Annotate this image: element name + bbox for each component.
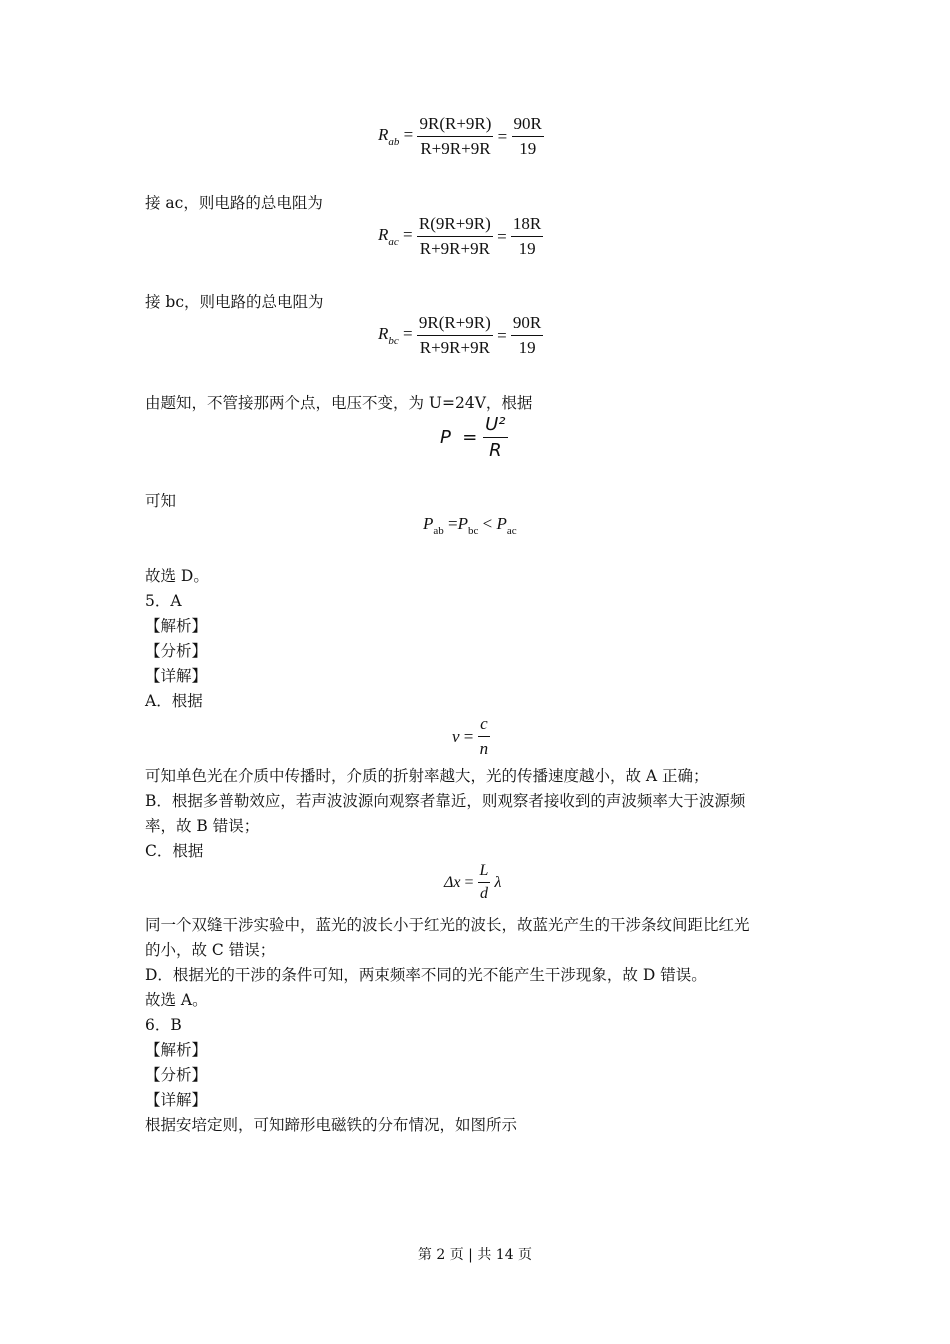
formula-speed: v = $\frac{c}{n}$ bbox=[452, 714, 489, 758]
text-line: 可知单色光在介质中传播时，介质的折射率越大，光的传播速度越小，故 A 正确； bbox=[145, 767, 709, 785]
text-line: B．根据多普勒效应，若声波波源向观察者靠近，则观察者接收到的声波频率大于波源频 bbox=[145, 792, 746, 810]
text-line: C．根据 bbox=[145, 842, 204, 860]
page-footer: 第 2 页 | 共 14 页 bbox=[417, 1247, 533, 1263]
section-label: 【分析】 bbox=[145, 1066, 208, 1084]
formula-compare: $P_{ab} =P_{bc} < P_{ac}$ bbox=[423, 514, 517, 537]
text-line: 根据安培定则，可知蹄形电磁铁的分布情况，如图所示 bbox=[145, 1116, 518, 1134]
formula-rbc: $R_{bc}$ = $\frac{9R(R+9R)}{R+9R+9R}$ = $\frac{90R}{19}$ bbox=[378, 313, 542, 357]
section-label: 【详解】 bbox=[145, 1091, 208, 1109]
text-line: 同一个双缝干涉实验中，蓝光的波长小于红光的波长，故蓝光产生的干涉条纹间距比红光 bbox=[145, 916, 750, 934]
formula-rac: $R_{ac}$ = $\frac{R(9R+9R)}{R+9R+9R}$ = $\frac{18R}{19}$ bbox=[378, 214, 542, 258]
text-line: 故选 A。 bbox=[145, 991, 208, 1009]
text-line: 故选 D。 bbox=[145, 567, 209, 585]
section-label: 【解析】 bbox=[145, 617, 208, 635]
section-label: 【解析】 bbox=[145, 1041, 208, 1059]
text-line: 率，故 B 错误； bbox=[145, 817, 260, 835]
text-line: 的小，故 C 错误； bbox=[145, 941, 276, 959]
formula-power: P = $\frac{\text{U²}}{R}$ bbox=[440, 414, 506, 461]
text-line: 由题知，不管接那两个点，电压不变，为 U=24V，根据 bbox=[145, 394, 533, 412]
formula-fringe: Δx = $\frac{L}{d}$ λ bbox=[444, 862, 502, 902]
question-number: 6．B bbox=[145, 1016, 182, 1034]
text-line: A．根据 bbox=[145, 692, 203, 710]
text-line: 可知 bbox=[145, 492, 177, 510]
rab-numerator: 9R(R+9R) bbox=[419, 114, 492, 133]
section-label: 【分析】 bbox=[145, 642, 208, 660]
question-number: 5．A bbox=[145, 592, 182, 610]
text-line: D．根据光的干涉的条件可知，两束频率不同的光不能产生干涉现象，故 D 错误。 bbox=[145, 966, 707, 984]
text-line: 接 bc，则电路的总电阻为 bbox=[145, 293, 324, 311]
rab-denominator: R+9R+9R bbox=[417, 136, 493, 159]
text-line: 接 ac，则电路的总电阻为 bbox=[145, 194, 323, 212]
section-label: 【详解】 bbox=[145, 667, 208, 685]
formula-rab: $R_{ab}$ = $\frac{9R(R+9R)}{R+9R+9R}$ = $\frac{90R}{19}$ bbox=[378, 114, 542, 158]
